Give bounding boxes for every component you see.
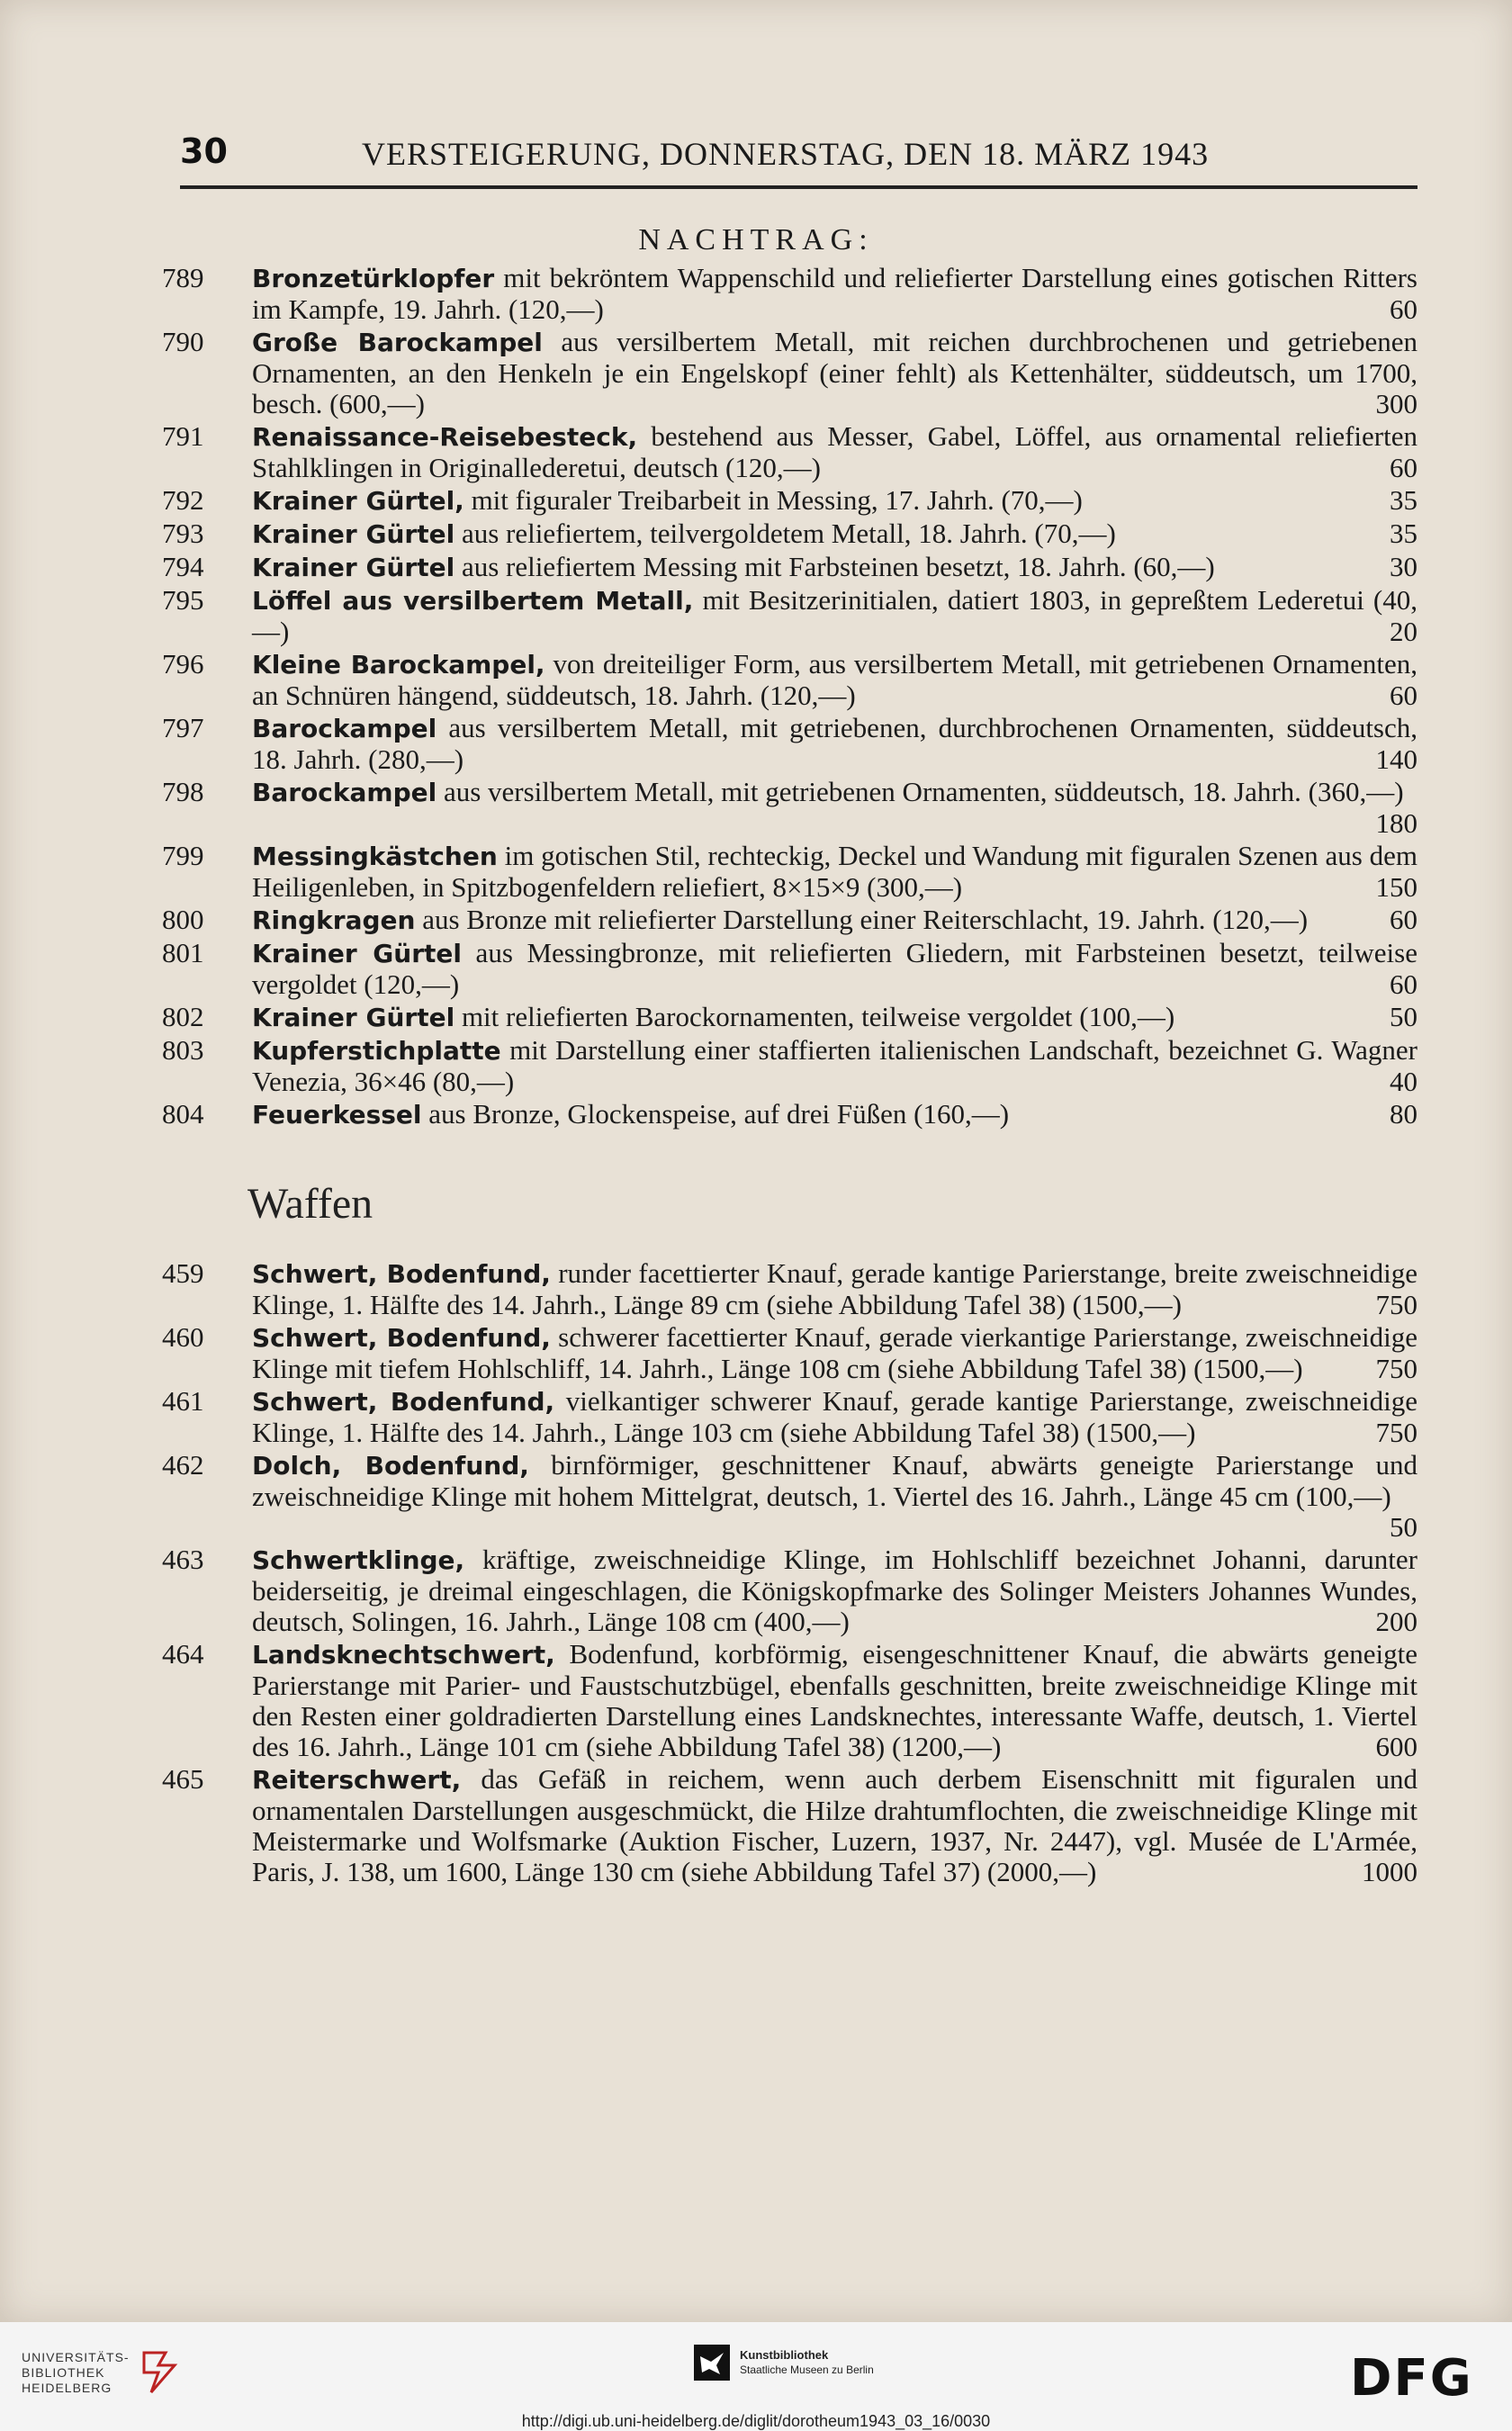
lot-number: 804 — [162, 1098, 204, 1130]
lot-estimate: 300 — [1375, 388, 1418, 419]
nachtrag-lot — [162, 713, 1418, 775]
lot-text: bestehend aus Messer, Gabel, Löffel, aus ornamental reliefierten Stahlklingen in Originallederetui, deutsch (120,—) — [252, 420, 1418, 483]
nachtrag-lot — [162, 1035, 1418, 1097]
lot-estimate: 60 — [1390, 904, 1418, 935]
lot-number: 794 — [162, 551, 204, 582]
waffen-lot — [162, 1322, 1418, 1384]
university-library-logo[interactable] — [22, 2345, 185, 2399]
lot-text: aus reliefiertem Messing mit Farbsteinen besetzt, 18. Jahrh. (60,—) — [454, 551, 1215, 582]
lot-name: Ringkragen — [252, 905, 416, 935]
nachtrag-lot — [162, 841, 1418, 903]
lot-description — [252, 421, 1418, 483]
lot-description — [252, 938, 1418, 1000]
lot-name: Kleine Barockampel, — [252, 650, 545, 680]
lot-number: 799 — [162, 840, 204, 871]
lot-estimate: 40 — [1390, 1066, 1418, 1097]
lot-text: aus reliefiertem, teilvergoldetem Metall, 18. Jahrh. (70,—) — [454, 518, 1116, 549]
lot-number: 464 — [162, 1638, 204, 1670]
waffen-lot — [162, 1764, 1418, 1887]
lot-name: Dolch, Bodenfund, — [252, 1451, 529, 1481]
page-header — [180, 126, 1418, 189]
lot-name: Reiterschwert, — [252, 1765, 462, 1795]
lot-text: von dreiteiliger Form, aus versilbertem Metall, mit getriebenen Ornamenten, an Schnüren hängend, süddeutsch, 18. Jahrh. (120,—) — [252, 648, 1418, 711]
nachtrag-lot — [162, 1002, 1418, 1033]
lot-name: Barockampel — [252, 714, 437, 743]
lot-description — [252, 1386, 1418, 1448]
lot-text: kräftige, zweischneidige Klinge, im Hohlschliff bezeichnet Johanni, darunter beiderseitig, je dreimal eingeschlagen, die Königskopfmarke des Solinger Meisters Johannes Wundes, deutsch, Solingen, 16. Jahrh., Länge 108 cm (400,—) — [252, 1544, 1418, 1637]
lot-estimate: 750 — [1375, 1289, 1418, 1320]
page-number: 30 — [180, 131, 228, 171]
lot-estimate: 200 — [1375, 1606, 1418, 1637]
lot-estimate: 180 — [1375, 807, 1418, 839]
lot-text: vielkantiger schwerer Knauf, gerade kantige Parierstange, zweischneidige Klinge, 1. Hälfte des 14. Jahrh., Länge 103 cm (siehe Abbildung Tafel 38) (1500,—) — [252, 1385, 1418, 1448]
lot-number: 801 — [162, 937, 204, 968]
lot-number: 789 — [162, 262, 204, 293]
lot-number: 797 — [162, 712, 204, 743]
lot-description — [252, 518, 1418, 550]
lot-estimate: 80 — [1390, 1098, 1418, 1130]
lot-description — [252, 585, 1418, 647]
lot-estimate: 60 — [1390, 452, 1418, 483]
lot-estimate: 150 — [1375, 871, 1418, 903]
lot-text: mit figuraler Treibarbeit in Messing, 17. Jahrh. (70,—) — [464, 484, 1083, 516]
lot-estimate: 35 — [1390, 518, 1418, 549]
lot-text: aus versilbertem Metall, mit reichen durchbrochenen und getriebenen Ornamenten, an den Henkeln je ein Engelskopf (einer fehlt) als Kettenhälter, süddeutsch, um 1700, besch. (600,—) — [252, 326, 1418, 419]
lot-text: das Gefäß in reichem, wenn auch derbem Eisenschnitt mit figuralen und ornamentalen Darstellungen ausgeschmückt, die Hilze drahtumflochten, die zweischneidige Klinge mit Meistermarke und Wolfsmarke (Auktion Fischer, Luzern, 1937, Nr. 2447), vgl. Musée de L'Armée, Paris, J. 138, um 1600, Länge 130 cm (siehe Abbildung Tafel 37) (2000,—) — [252, 1763, 1418, 1887]
lot-number: 796 — [162, 648, 204, 680]
lot-estimate: 50 — [1390, 1001, 1418, 1032]
lot-number: 462 — [162, 1449, 204, 1481]
lot-number: 465 — [162, 1763, 204, 1795]
lot-estimate: 750 — [1375, 1417, 1418, 1448]
lot-text: schwerer facettierter Knauf, gerade vierkantige Parierstange, zweischneidige Klinge mit tiefem Hohlschliff, 14. Jahrh., Länge 108 cm (siehe Abbildung Tafel 38) (1500,—) — [252, 1321, 1418, 1384]
waffen-lot — [162, 1639, 1418, 1762]
nachtrag-lot — [162, 585, 1418, 647]
lot-text: aus versilbertem Metall, mit getriebenen, durchbrochenen Ornamenten, süddeutsch, 18. Jahrh. (280,—) — [252, 712, 1418, 775]
waffen-lot — [162, 1450, 1418, 1543]
nachtrag-lot — [162, 552, 1418, 583]
lot-text: mit reliefierten Barockornamenten, teilweise vergoldet (100,—) — [454, 1001, 1175, 1032]
lot-text: mit Besitzerinitialen, datiert 1803, in gepreßtem Lederetui (40,—) — [252, 584, 1418, 647]
lot-name: Schwertklinge, — [252, 1545, 465, 1575]
lot-number: 800 — [162, 904, 204, 935]
lot-description — [252, 1322, 1418, 1384]
lot-name: Krainer Gürtel — [252, 939, 462, 968]
waffen-lot — [162, 1386, 1418, 1448]
university-library-logo-text: UNIVERSITÄTS- BIBLIOTHEK HEIDELBERG — [22, 2349, 130, 2395]
lot-text: runder facettierter Knauf, gerade kantige Parierstange, breite zweischneidige Klinge, 1. Hälfte des 14. Jahrh., Länge 89 cm (siehe Abbildung Tafel 38) (1500,—) — [252, 1257, 1418, 1320]
lot-name: Bronzetürklopfer — [252, 264, 495, 293]
nachtrag-lot — [162, 905, 1418, 936]
lot-text: aus Messingbronze, mit reliefierten Gliedern, mit Farbsteinen besetzt, teilweise vergoldet (120,—) — [252, 937, 1418, 1000]
waffen-lot — [162, 1544, 1418, 1637]
lot-number: 793 — [162, 518, 204, 549]
university-seal-icon — [139, 2345, 185, 2399]
lot-text: aus versilbertem Metall, mit getriebenen Ornamenten, süddeutsch, 18. Jahrh. (360,—) — [436, 776, 1404, 807]
nachtrag-lot — [162, 327, 1418, 419]
lot-estimate: 60 — [1390, 968, 1418, 1000]
lot-estimate: 60 — [1390, 293, 1418, 325]
lot-estimate: 140 — [1375, 743, 1418, 775]
lot-estimate: 20 — [1390, 616, 1418, 647]
lot-description — [252, 1099, 1418, 1130]
lot-estimate: 750 — [1375, 1353, 1418, 1384]
lot-description — [252, 1639, 1418, 1762]
nachtrag-lot — [162, 1099, 1418, 1130]
nachtrag-lot — [162, 938, 1418, 1000]
lot-name: Schwert, Bodenfund, — [252, 1323, 551, 1353]
lot-number: 792 — [162, 484, 204, 516]
lot-name: Renaissance-Reisebesteck, — [252, 422, 638, 452]
lot-estimate: 1000 — [1362, 1856, 1418, 1887]
lot-text: im gotischen Stil, rechteckig, Deckel und Wandung mit figuralen Szenen aus dem Heiligenleben, in Spitzbogenfeldern reliefiert, 8×15×9 (300,—) — [252, 840, 1418, 903]
lot-number: 798 — [162, 776, 204, 807]
lot-estimate: 50 — [1390, 1511, 1418, 1543]
lot-estimate: 35 — [1390, 484, 1418, 516]
lot-name: Feuerkessel — [252, 1100, 422, 1130]
lot-text: aus Bronze mit reliefierter Darstellung einer Reiterschlacht, 19. Jahrh. (120,—) — [415, 904, 1309, 935]
lot-text: aus Bronze, Glockenspeise, auf drei Füßen (160,—) — [421, 1098, 1010, 1130]
lot-description — [252, 841, 1418, 903]
waffen-lot-list — [162, 1258, 1418, 1889]
lot-name: Landsknechtschwert, — [252, 1640, 555, 1670]
lot-number: 802 — [162, 1001, 204, 1032]
kunstbibliothek-eagle-icon — [693, 2344, 731, 2381]
lot-description — [252, 1035, 1418, 1097]
lot-name: Messingkästchen — [252, 842, 498, 871]
lot-description — [252, 649, 1418, 711]
lot-name: Schwert, Bodenfund, — [252, 1259, 551, 1289]
source-url[interactable]: http://digi.ub.uni-heidelberg.de/diglit/dorotheum1943_03_16/0030 — [521, 2412, 991, 2430]
lot-description — [252, 905, 1418, 936]
lot-name: Krainer Gürtel — [252, 553, 455, 582]
nachtrag-lot-list — [162, 263, 1418, 1132]
dfg-logo[interactable]: DFG — [1350, 2349, 1473, 2408]
lot-description — [252, 1258, 1418, 1320]
kunstbibliothek-text: Kunstbibliothek Staatliche Museen zu Berlin — [740, 2348, 874, 2376]
lot-number: 461 — [162, 1385, 204, 1417]
lot-name: Löffel aus versilbertem Metall, — [252, 586, 694, 616]
nachtrag-title: NACHTRAG: — [638, 223, 874, 257]
lot-description — [252, 777, 1418, 839]
lot-text: mit bekröntem Wappenschild und reliefierter Darstellung eines gotischen Ritters im Kampfe, 19. Jahrh. (120,—) — [252, 262, 1418, 325]
lot-name: Krainer Gürtel, — [252, 486, 464, 516]
lot-name: Krainer Gürtel — [252, 1003, 455, 1032]
lot-estimate: 600 — [1375, 1731, 1418, 1762]
nachtrag-lot — [162, 263, 1418, 325]
lot-description — [252, 485, 1418, 517]
lot-description — [252, 1764, 1418, 1887]
lot-text: birnförmiger, geschnittener Knauf, abwärts geneigte Parierstange und zweischneidige Klinge mit hohem Mittelgrat, deutsch, 1. Viertel des 16. Jahrh., Länge 45 cm (100,—) — [252, 1449, 1418, 1512]
lot-number: 459 — [162, 1257, 204, 1289]
lot-text: Bodenfund, korbförmig, eisengeschnittener Knauf, die abwärts geneigte Parierstange mit Parier- und Faustschutzbügel, ebenfalls geschnitten, breite zweischneidige Klinge mit den Resten einer goldradierten Darstellung eines Landsknechtes, interessante Waffe, deutsch, 1. Viertel des 16. Jahrh., Länge 101 cm (siehe Abbildung Tafel 38) (1200,—) — [252, 1638, 1418, 1762]
lot-description — [252, 327, 1418, 419]
nachtrag-lot — [162, 485, 1418, 517]
lot-number: 791 — [162, 420, 204, 452]
waffen-heading: Waffen — [248, 1180, 374, 1228]
lot-estimate: 30 — [1390, 551, 1418, 582]
lot-number: 460 — [162, 1321, 204, 1353]
lot-description — [252, 1450, 1418, 1543]
nachtrag-lot — [162, 518, 1418, 550]
kunstbibliothek-logo[interactable] — [693, 2344, 874, 2381]
running-title: VERSTEIGERUNG, DONNERSTAG, DEN 18. MÄRZ 1943 — [362, 136, 1210, 172]
lot-number: 463 — [162, 1544, 204, 1575]
lot-name: Schwert, Bodenfund, — [252, 1387, 555, 1417]
nachtrag-lot — [162, 649, 1418, 711]
lot-estimate: 60 — [1390, 680, 1418, 711]
lot-name: Große Barockampel — [252, 328, 543, 357]
lot-number: 795 — [162, 584, 204, 616]
lot-description — [252, 713, 1418, 775]
lot-description — [252, 1544, 1418, 1637]
lot-description — [252, 263, 1418, 325]
lot-description — [252, 1002, 1418, 1033]
waffen-lot — [162, 1258, 1418, 1320]
lot-number: 790 — [162, 326, 204, 357]
lot-name: Kupferstichplatte — [252, 1036, 501, 1066]
lot-name: Barockampel — [252, 778, 437, 807]
lot-name: Krainer Gürtel — [252, 519, 455, 549]
lot-description — [252, 552, 1418, 583]
lot-number: 803 — [162, 1034, 204, 1066]
nachtrag-lot — [162, 777, 1418, 839]
nachtrag-lot — [162, 421, 1418, 483]
lot-text: mit Darstellung einer staffierten italienischen Landschaft, bezeichnet G. Wagner Venezia, 36×46 (80,—) — [252, 1034, 1418, 1097]
